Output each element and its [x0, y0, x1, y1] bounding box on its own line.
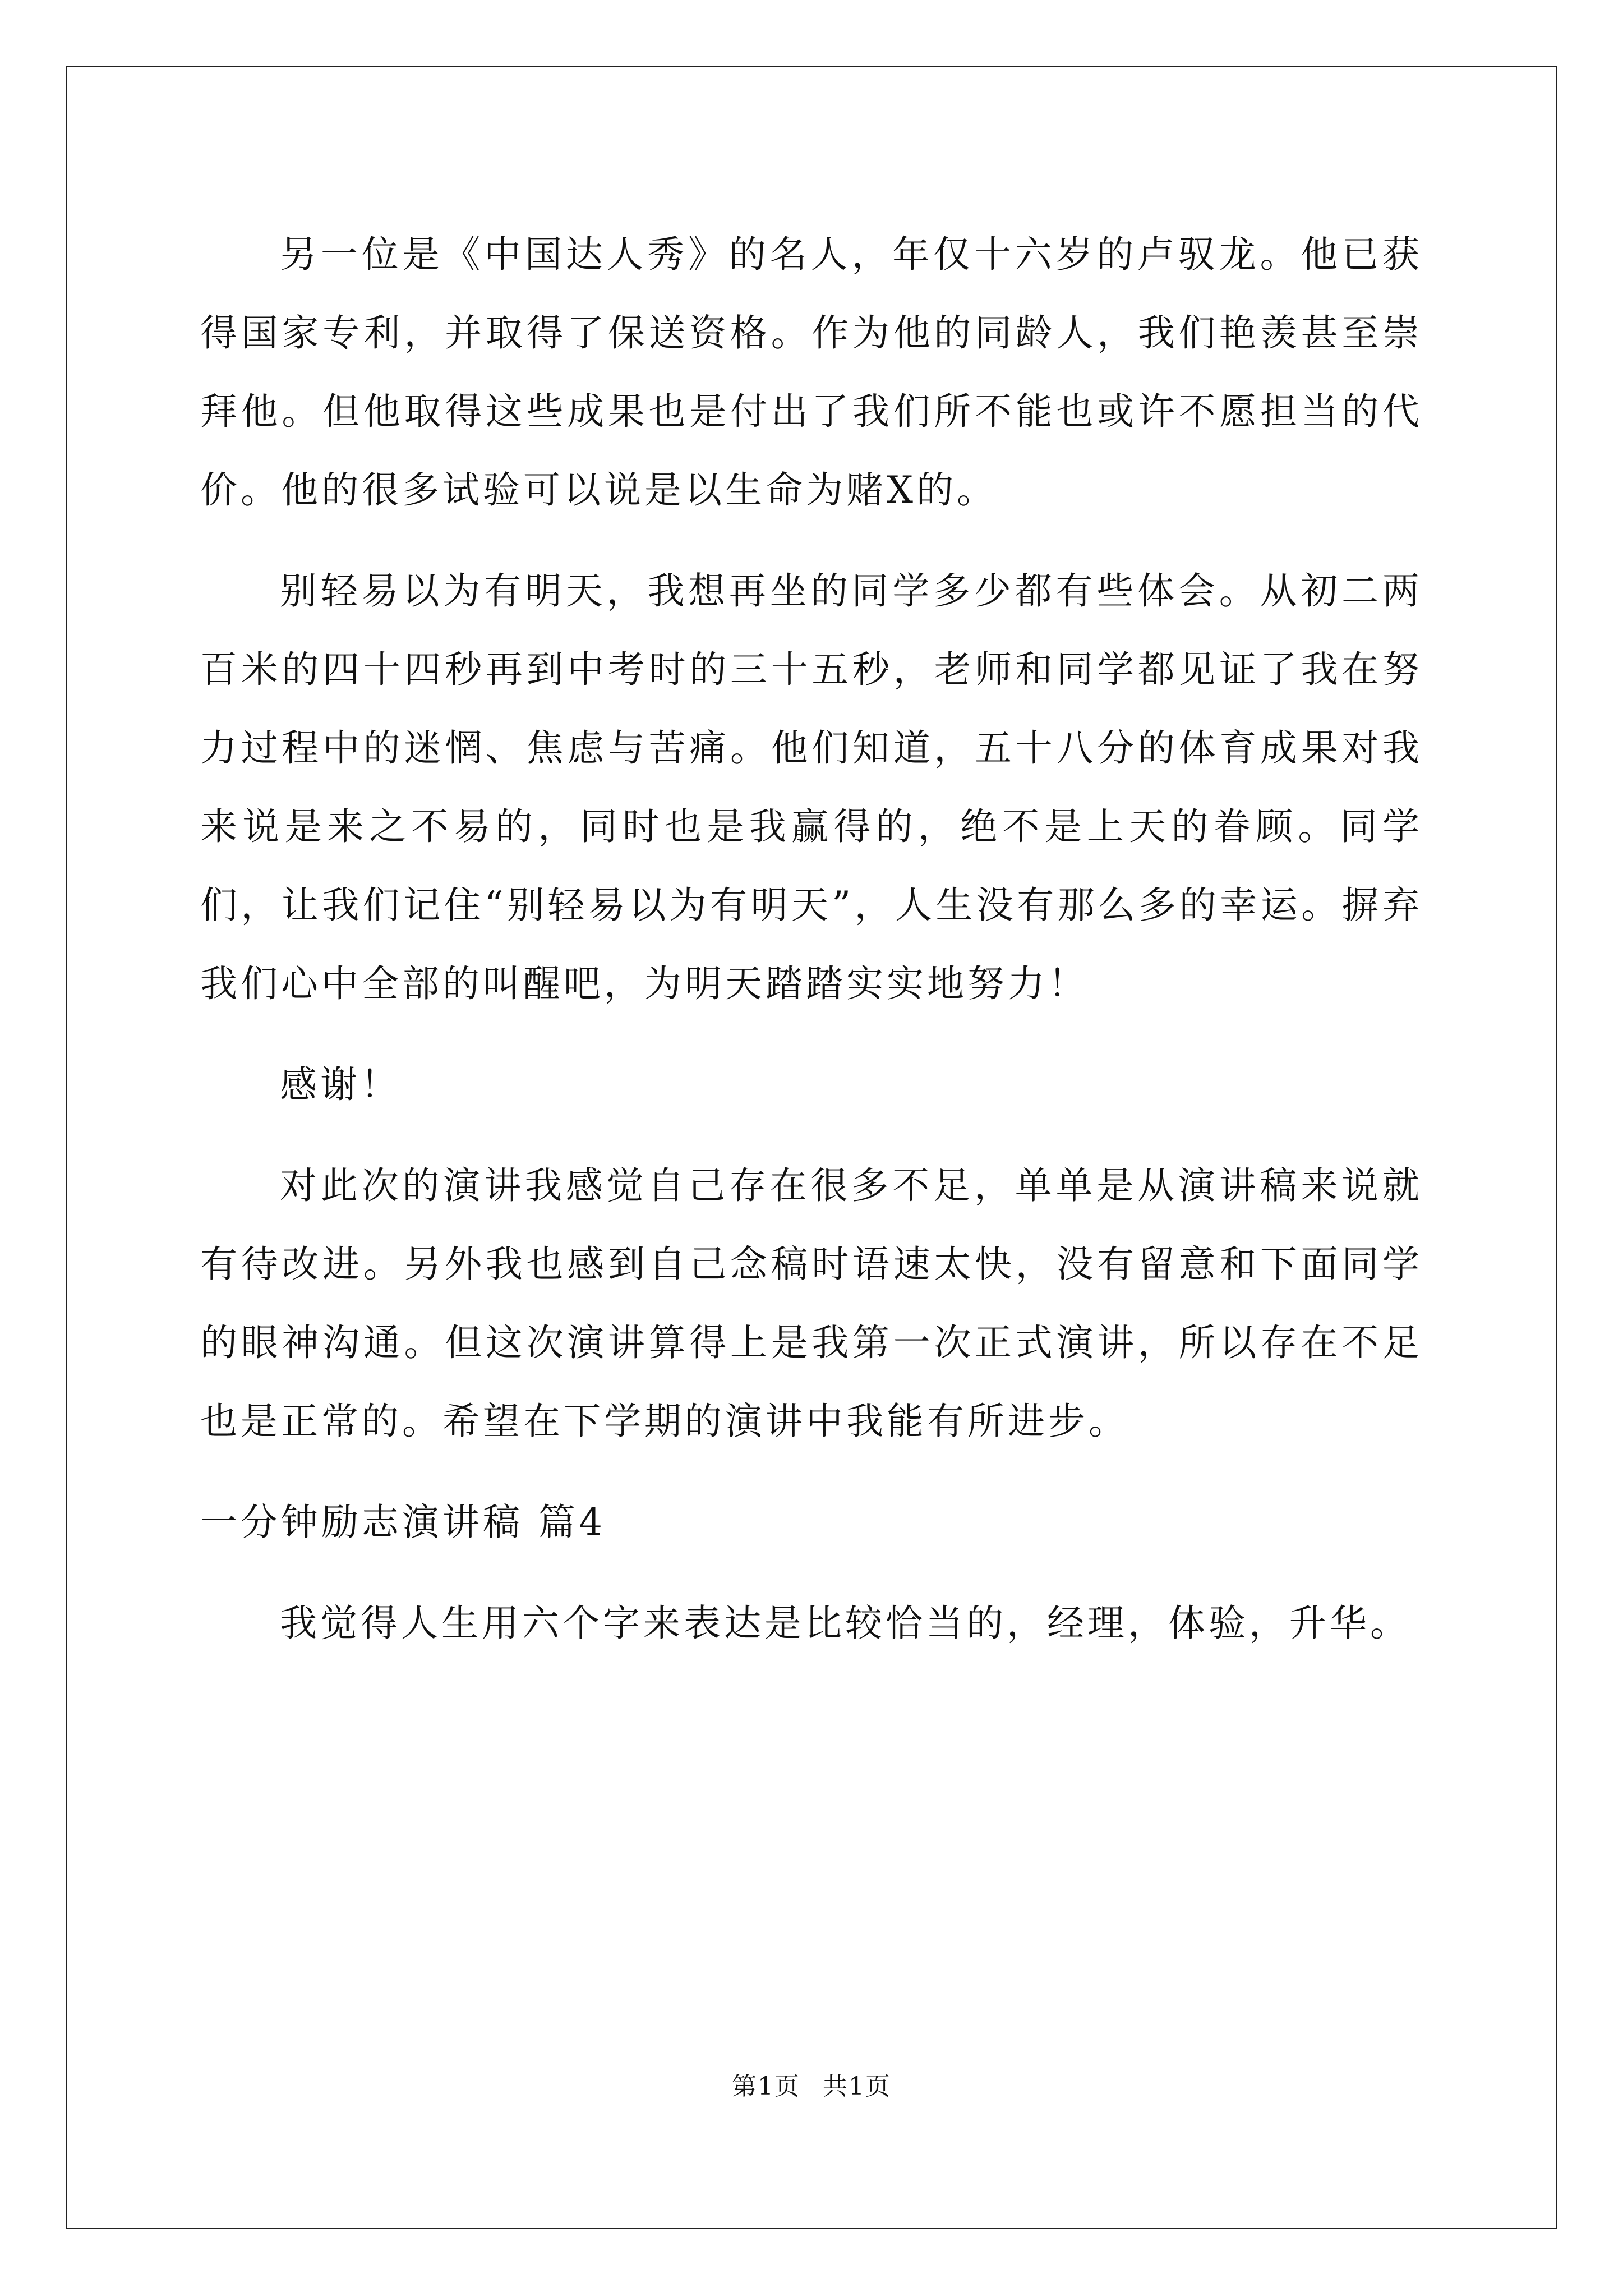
paragraph-4: 对此次的演讲我感觉自己存在很多不足，单单是从演讲稿来说就有待改进。另外我也感到自己念稿时语速太快，没有留意和下面同学的眼神沟通。但这次演讲算得上是我第一次正式演讲，所以存在不足也是正常的。希望在下学期的演讲中我能有所进步。	[200, 1164, 1423, 1443]
document-body	[200, 215, 1423, 1663]
page-number-total: 共1页	[823, 2072, 891, 2101]
paragraph-5: 我觉得人生用六个字来表达是比较恰当的，经理，体验，升华。	[280, 1602, 1410, 1645]
paragraph-2: 别轻易以为有明天，我想再坐的同学多少都有些体会。从初二两百米的四十四秒再到中考时的三十五秒，老师和同学都见证了我在努力过程中的迷惘、焦虑与苦痛。他们知道，五十八分的体育成果对我来说是来之不易的，同时也是我赢得的，绝不是上天的眷顾。同学们，让我们记住“别轻易以为有明天”，人生没有那么多的幸运。摒弃我们心中全部的叫醒吧，为明天踏踏实实地努力！	[200, 569, 1423, 1005]
section-heading: 一分钟励志演讲稿 篇4	[200, 1501, 606, 1544]
page-footer	[0, 2066, 1623, 2102]
page-number-current: 第1页	[732, 2072, 800, 2101]
paragraph-3: 感谢！	[280, 1063, 401, 1106]
paragraph-1: 另一位是《中国达人秀》的名人，年仅十六岁的卢驭龙。他已获得国家专利，并取得了保送资格。作为他的同龄人，我们艳羡甚至崇拜他。但他取得这些成果也是付出了我们所不能也或许不愿担当的代价。他的很多试验可以说是以生命为赌X的。	[200, 233, 1423, 512]
